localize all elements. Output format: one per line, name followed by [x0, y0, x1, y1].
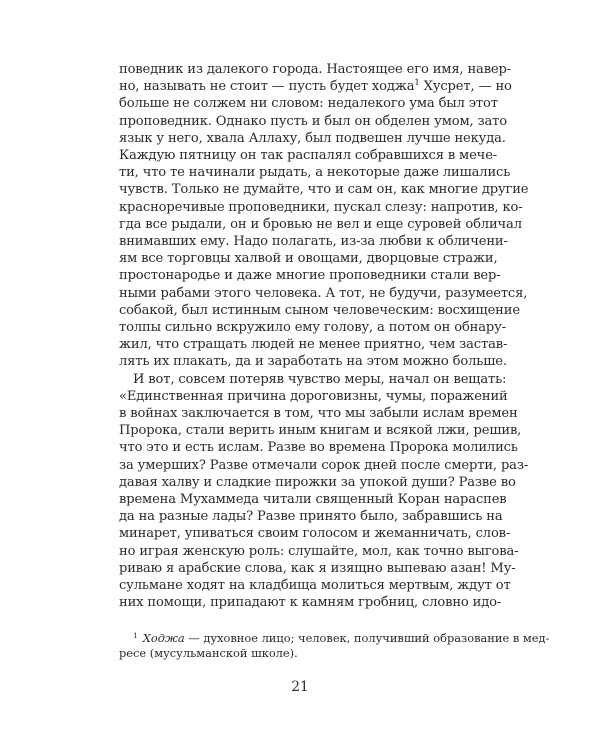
text-line-hidden: да на разные лады? Разве принято было, забравшись на: [119, 509, 503, 525]
text-line: риваю я арабские слова, как я изящно выпеваю азан! Му-: [119, 560, 516, 576]
text-line: жил, что стращать людей не менее приятно, чем застав-: [119, 337, 508, 353]
text-line-paragraph-start: И вот, совсем потеряв чувство меры, начал он вещать:: [133, 371, 507, 387]
text-line: собакой, был истинным сыном человеческим: восхищение: [119, 302, 520, 318]
text-line: «Единственная причина дороговизны, чумы, поражений: [119, 388, 508, 404]
text-line: больше не солжем ни словом: недалекого ума был этот: [119, 96, 498, 112]
text-line: них помощи, припадают к камням гробниц, словно идо-: [119, 595, 502, 611]
text-line: простонародье и даже многие проповедники стали вер-: [119, 268, 501, 284]
text-line: внимавших ему. Надо полагать, из-за любви к обличени-: [119, 234, 508, 249]
text-line: но играя женскую роль: слушайте, мол, как точно выгова-: [119, 543, 519, 559]
text-line: ти, что те начинали рыдать, а некоторые даже лишались: [119, 165, 511, 181]
footnote-text: — духовное лицо; человек, получивший образование в мед-: [184, 631, 550, 646]
text-line: ям все торговцы халвой и овощами, дворцовые стражи,: [119, 251, 498, 267]
text-line: минарет, упиваться своим голосом и жеманничать, слов-: [119, 526, 511, 542]
text-line: Пророка, стали верить иным книгам и всякой лжи, решив,: [119, 423, 522, 439]
text-line: язык у него, хвала Аллаху, был подвешен лучше некуда.: [119, 130, 506, 146]
footnote-reference: 1: [414, 78, 420, 89]
text-line: поведник из далекого города. Настоящее его имя, навер-: [119, 62, 512, 77]
footnote: [133, 626, 550, 646]
text-line: что это и есть ислам. Разве во времена Пророка молились: [119, 440, 518, 456]
text-fragment: но, называть не стоит — пусть будет ходжа: [119, 79, 415, 95]
text-line: времена Мухаммеда читали священный Коран нараспев: [119, 492, 507, 507]
text-line: Каждую пятницу он так распалял собравшихся в мече-: [119, 148, 498, 163]
page-number: 21: [291, 679, 309, 696]
text-line: сульмане ходят на кладбища молиться мертвым, ждут от: [119, 578, 511, 593]
footnote-mark: 1: [133, 631, 138, 641]
text-line: проповедник. Однако пусть и был он обделен умом, зато: [119, 113, 507, 129]
text-line: чувств. Только не думайте, что и сам он, как многие другие: [119, 182, 529, 198]
text-line: красноречивые проповедники, пускал слезу: напротив, ко-: [119, 199, 523, 215]
text-line: давая халву и сладкие пирожки за упокой души? Разве во: [119, 474, 516, 490]
text-line: гда все рыдали, он и бровью не вел и еще суровей обличал: [119, 216, 522, 232]
text-line: лять их плакать, да и заработать на этом можно больше.: [119, 354, 507, 370]
text-line: толпы сильно вскружило ему голову, а потом он обнару-: [119, 320, 506, 335]
text-fragment: Хусрет, — но: [419, 79, 512, 95]
footnote-term: Ходжа: [142, 631, 185, 646]
text-line: ными рабами этого человека. А тот, не будучи, разумеется,: [119, 285, 528, 301]
text-line: [119, 78, 512, 95]
text-line: за умерших? Разве отмечали сорок дней после смерти, раз-: [119, 457, 529, 473]
footnote-continuation: ресе (мусульманской школе).: [119, 646, 298, 661]
text-line: в войнах заключается в том, что мы забыли ислам времен: [119, 406, 518, 421]
